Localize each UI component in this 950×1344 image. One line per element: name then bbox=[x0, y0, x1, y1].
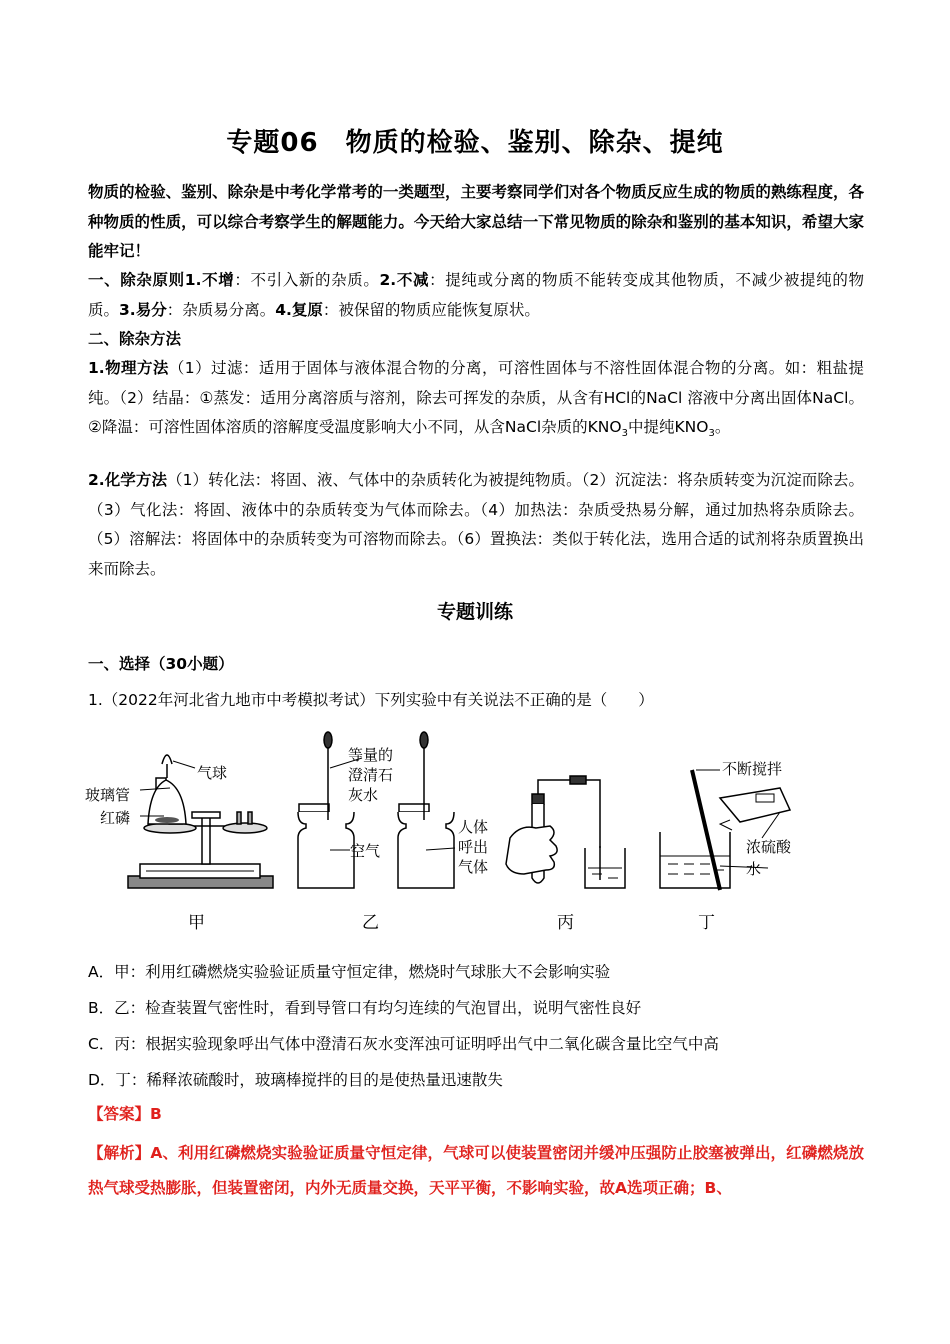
principle-4-text: ：被保留的物质应能恢复原状。 bbox=[322, 300, 540, 319]
label-limewater-2: 澄清石 bbox=[348, 766, 394, 784]
label-breath-1: 人体 bbox=[458, 818, 489, 836]
option-b: B．乙：检查装置气密性时，看到导管口有均匀连续的气泡冒出，说明气密性良好 bbox=[88, 999, 642, 1017]
label-air: 空气 bbox=[350, 842, 381, 860]
apparatus-bing bbox=[506, 776, 625, 888]
answer-label: 【答案】B bbox=[88, 1105, 162, 1123]
label-limewater-3: 灰水 bbox=[348, 786, 379, 804]
principle-2-text: ：提纯或分离的物质不能转变成其他物质，不减少被提纯的物质。 bbox=[88, 271, 864, 319]
section-choice-heading: 一、选择（30小题） bbox=[88, 655, 234, 673]
question-1: 1.（2022年河北省九地市中考模拟考试）下列实验中有关说法不正确的是（ ） bbox=[88, 691, 654, 709]
physical-methods-text-b: 中提纯KNO bbox=[627, 418, 709, 436]
subscript-3b: 3 bbox=[708, 428, 715, 440]
principle-1-label: 1.不增 bbox=[184, 271, 235, 289]
physical-methods-label: 1.物理方法 bbox=[88, 359, 169, 377]
principle-2-label: 2.不减 bbox=[379, 271, 430, 289]
principle-3-text: ：杂质易分离。 bbox=[166, 300, 276, 319]
chemical-methods-text: （1）转化法：将固、液、气体中的杂质转化为被提纯物质。（2）沉淀法：将杂质转变为沉淀而除去。（3）气化法：将固、液体中的杂质转变为气体而除去。（4）加热法：杂质受热易分解，通过加热将杂质除去。（5）溶解法：将固体中的杂质转变为可溶物而除去。（6）置换法：类似于转化法，选用合适的试剂将杂质置换出来而除去。 bbox=[88, 471, 864, 578]
caption-ding: 丁 bbox=[698, 913, 715, 933]
physical-methods-paragraph bbox=[88, 354, 864, 443]
chemical-methods-paragraph bbox=[88, 466, 864, 584]
principles-heading: 一、除杂原则 bbox=[88, 271, 185, 289]
page-title: 专题06 物质的检验、鉴别、除杂、提纯 bbox=[226, 128, 724, 158]
training-title: 专题训练 bbox=[436, 601, 513, 623]
methods-heading: 二、除杂方法 bbox=[88, 330, 182, 348]
label-stir: 不断搅拌 bbox=[722, 760, 783, 778]
label-acid: 浓硫酸 bbox=[746, 838, 792, 856]
label-limewater-1: 等量的 bbox=[348, 746, 394, 764]
option-a: A．甲：利用红磷燃烧实验验证质量守恒定律，燃烧时气球胀大不会影响实验 bbox=[88, 963, 611, 981]
principle-4-label: 4.复原 bbox=[275, 300, 323, 319]
principle-3-label: 3.易分 bbox=[119, 300, 167, 319]
label-water: 水 bbox=[746, 860, 762, 878]
physical-methods-text-c: 。 bbox=[714, 418, 731, 436]
analysis-paragraph: 【解析】A、利用红磷燃烧实验验证质量守恒定律，气球可以使装置密闭并缓冲压强防止胶塞被弹出，红磷燃烧放热气球受热膨胀，但装置密闭，内外无质量交换，天平平衡，不影响实验，故A选项正确；B、 bbox=[88, 1144, 864, 1197]
caption-yi: 乙 bbox=[362, 913, 379, 933]
principle-1-text: ：不引入新的杂质。 bbox=[234, 271, 380, 289]
subscript-3a: 3 bbox=[621, 428, 628, 440]
label-balloon: 气球 bbox=[197, 764, 228, 782]
caption-jia: 甲 bbox=[188, 913, 205, 933]
option-c: C．丙：根据实验现象呼出气体中澄清石灰水变浑浊可证明呼出气中二氧化碳含量比空气中高 bbox=[88, 1035, 719, 1053]
caption-bing: 丙 bbox=[557, 913, 574, 933]
label-red-phosphorus: 红磷 bbox=[100, 809, 131, 827]
label-breath-2: 呼出 bbox=[458, 838, 489, 856]
experiment-figure bbox=[80, 728, 880, 933]
option-d: D．丁：稀释浓硫酸时，玻璃棒搅拌的目的是使热量迅速散失 bbox=[88, 1071, 503, 1089]
label-breath-3: 气体 bbox=[458, 858, 489, 876]
physical-methods-text-a: （1）过滤：适用于固体与液体混合物的分离，可溶性固体与不溶性固体混合物的分离。如：粗盐提纯。（2）结晶：①蒸发：适用分离溶质与溶剂，除去可挥发的杂质，从含有HCl的NaCl 溶液中分离出固体NaCl。②降温：可溶性固体溶质的溶解度受温度影响大小不同，从含NaCl杂质的KNO bbox=[88, 359, 864, 436]
apparatus-ding bbox=[660, 770, 790, 890]
intro-paragraph: 物质的检验、鉴别、除杂是中考化学常考的一类题型，主要考察同学们对各个物质反应生成的物质的熟练程度，各种物质的性质，可以综合考察学生的解题能力。今天给大家总结一下常见物质的除杂和鉴别的基本知识，希望大家能牢记！ bbox=[88, 183, 864, 260]
chemical-methods-label: 2.化学方法 bbox=[88, 471, 168, 489]
principles-paragraph bbox=[88, 266, 864, 325]
label-glass-tube: 玻璃管 bbox=[85, 786, 131, 804]
